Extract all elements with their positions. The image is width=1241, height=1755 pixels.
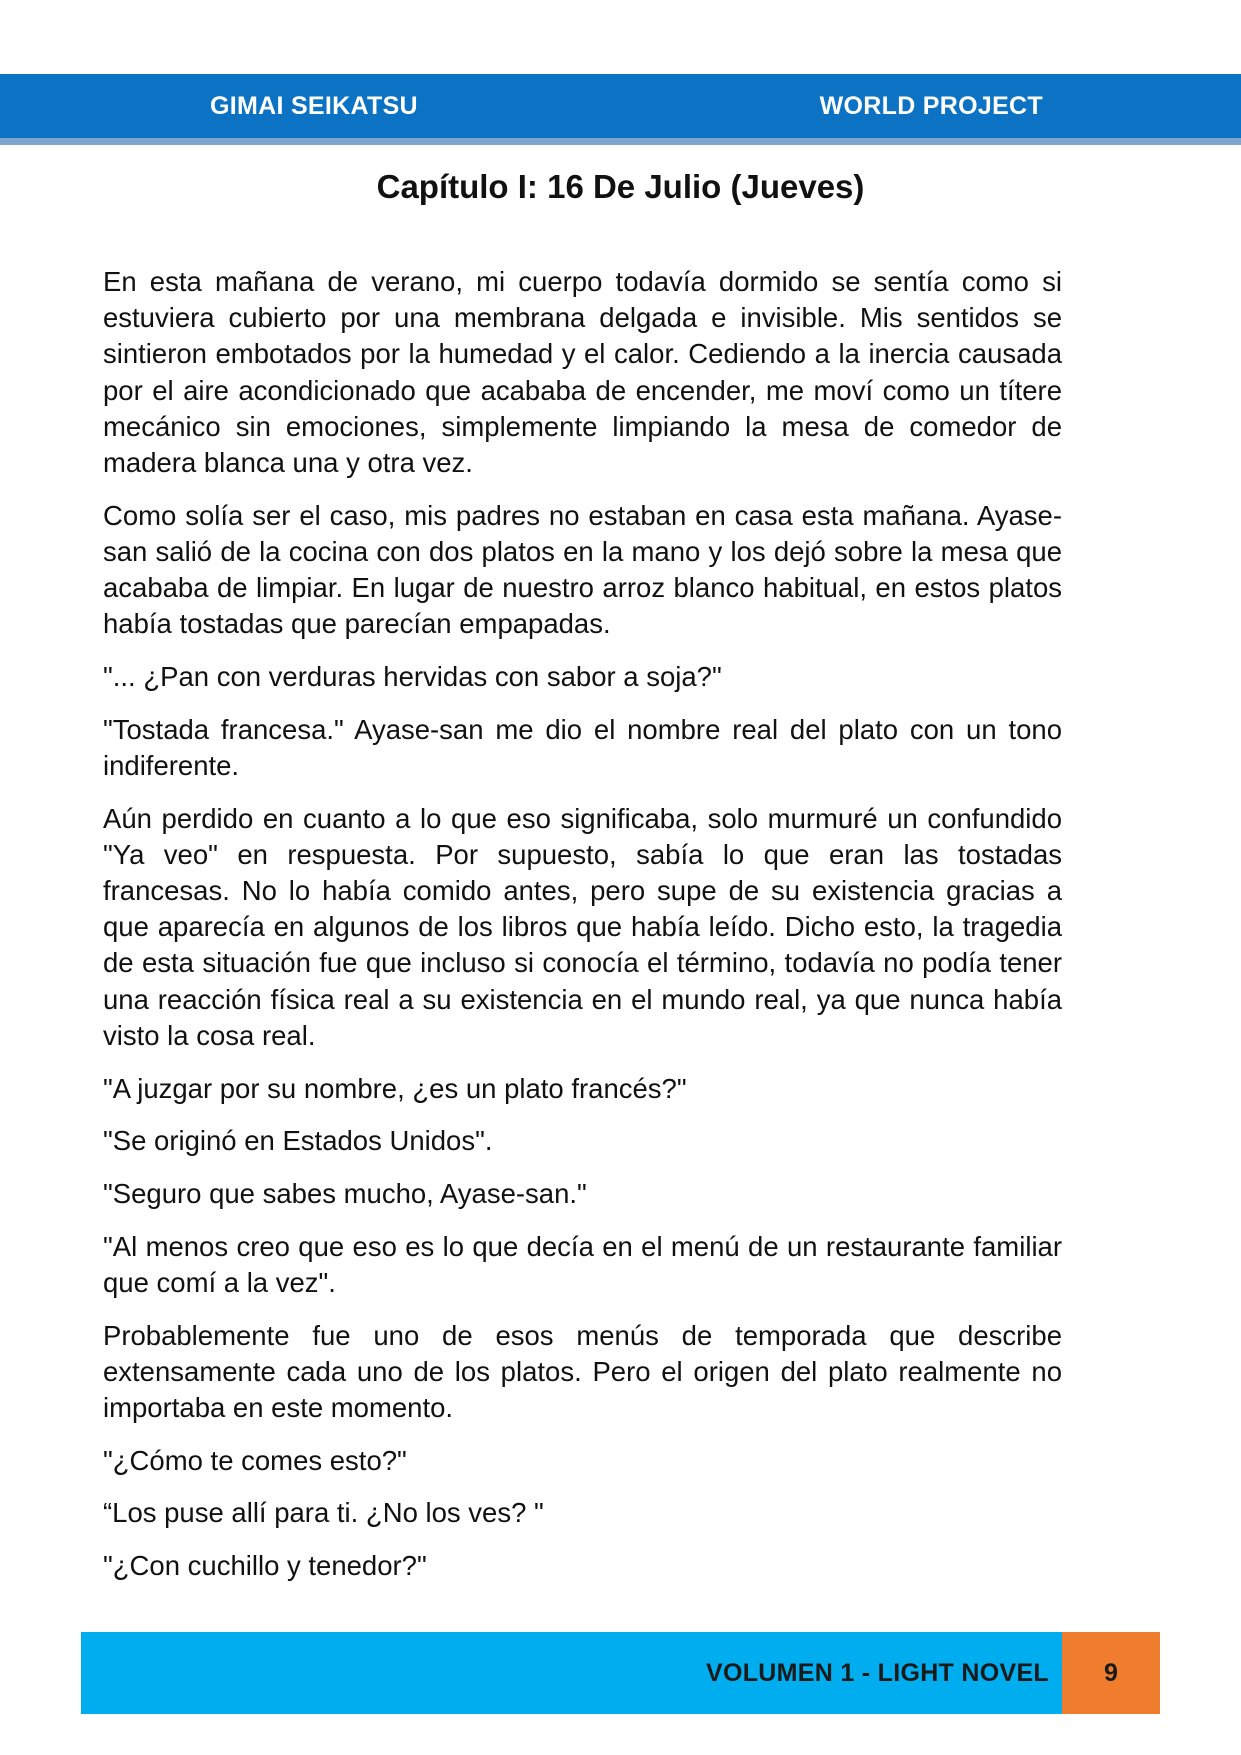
paragraph: "Al menos creo que eso es lo que decía en el menú de un restaurante familiar que comí a la vez". <box>103 1230 1062 1298</box>
page-number: 9 <box>1104 1659 1118 1687</box>
paragraph: "... ¿Pan con verduras hervidas con sabor a soja?" <box>103 661 722 693</box>
paragraph: "¿Con cuchillo y tenedor?" <box>103 1550 427 1582</box>
chapter-title: Capítulo I: 16 De Julio (Jueves) <box>376 168 865 205</box>
header-underline <box>0 138 1241 145</box>
paragraph: "¿Cómo te comes esto?" <box>103 1444 407 1476</box>
paragraph: En esta mañana de verano, mi cuerpo todavía dormido se sentía como si estuviera cubierto por una membrana delgada e invisible. Mis sentidos se sintieron embotados por la humedad y el calor. Cediendo a la inercia causada por el aire acondicionado que acababa de encender, me moví como un títere mecánico sin emociones, simplemente limpiando la mesa de comedor de madera blanca una y otra vez. <box>103 266 1062 479</box>
paragraph: Como solía ser el caso, mis padres no estaban en casa esta mañana. Ayase-san salió de la cocina con dos platos en la mano y los dejó sobre la mesa que acababa de limpiar. En lugar de nuestro arroz blanco habitual, en estos platos había tostadas que parecían empapadas. <box>103 499 1062 640</box>
body-text <box>103 264 1062 1601</box>
paragraph: "Tostada francesa." Ayase-san me dio el nombre real del plato con un tono indiferente. <box>103 713 1062 781</box>
header-bar <box>0 74 1241 138</box>
paragraph: "Se originó en Estados Unidos". <box>103 1125 493 1157</box>
paragraph: "A juzgar por su nombre, ¿es un plato francés?" <box>103 1072 687 1104</box>
paragraph: Probablemente fue uno de esos menús de temporada que describe extensamente cada uno de los platos. Pero el origen del plato realmente no importaba en este momento. <box>103 1319 1062 1423</box>
paragraph: "Seguro que sabes mucho, Ayase-san." <box>103 1177 587 1209</box>
paragraph: “Los puse allí para ti. ¿No los ves? " <box>103 1497 544 1529</box>
paragraph: Aún perdido en cuanto a lo que eso significaba, solo murmuré un confundido "Ya veo" en respuesta. Por supuesto, sabía lo que eran las tostadas francesas. No lo había comido antes, pero supe de su existencia gracias a que aparecía en algunos de los libros que había leído. Dicho esto, la tragedia de esta situación fue que incluso si conocía el término, todavía no podía tener una reacción física real a su existencia en el mundo real, ya que nunca había visto la cosa real. <box>103 802 1062 1051</box>
footer-volume-label: VOLUMEN 1 - LIGHT NOVEL <box>705 1659 1049 1687</box>
header-publisher: WORLD PROJECT <box>819 92 1043 120</box>
header-series-title: GIMAI SEIKATSU <box>210 92 418 120</box>
